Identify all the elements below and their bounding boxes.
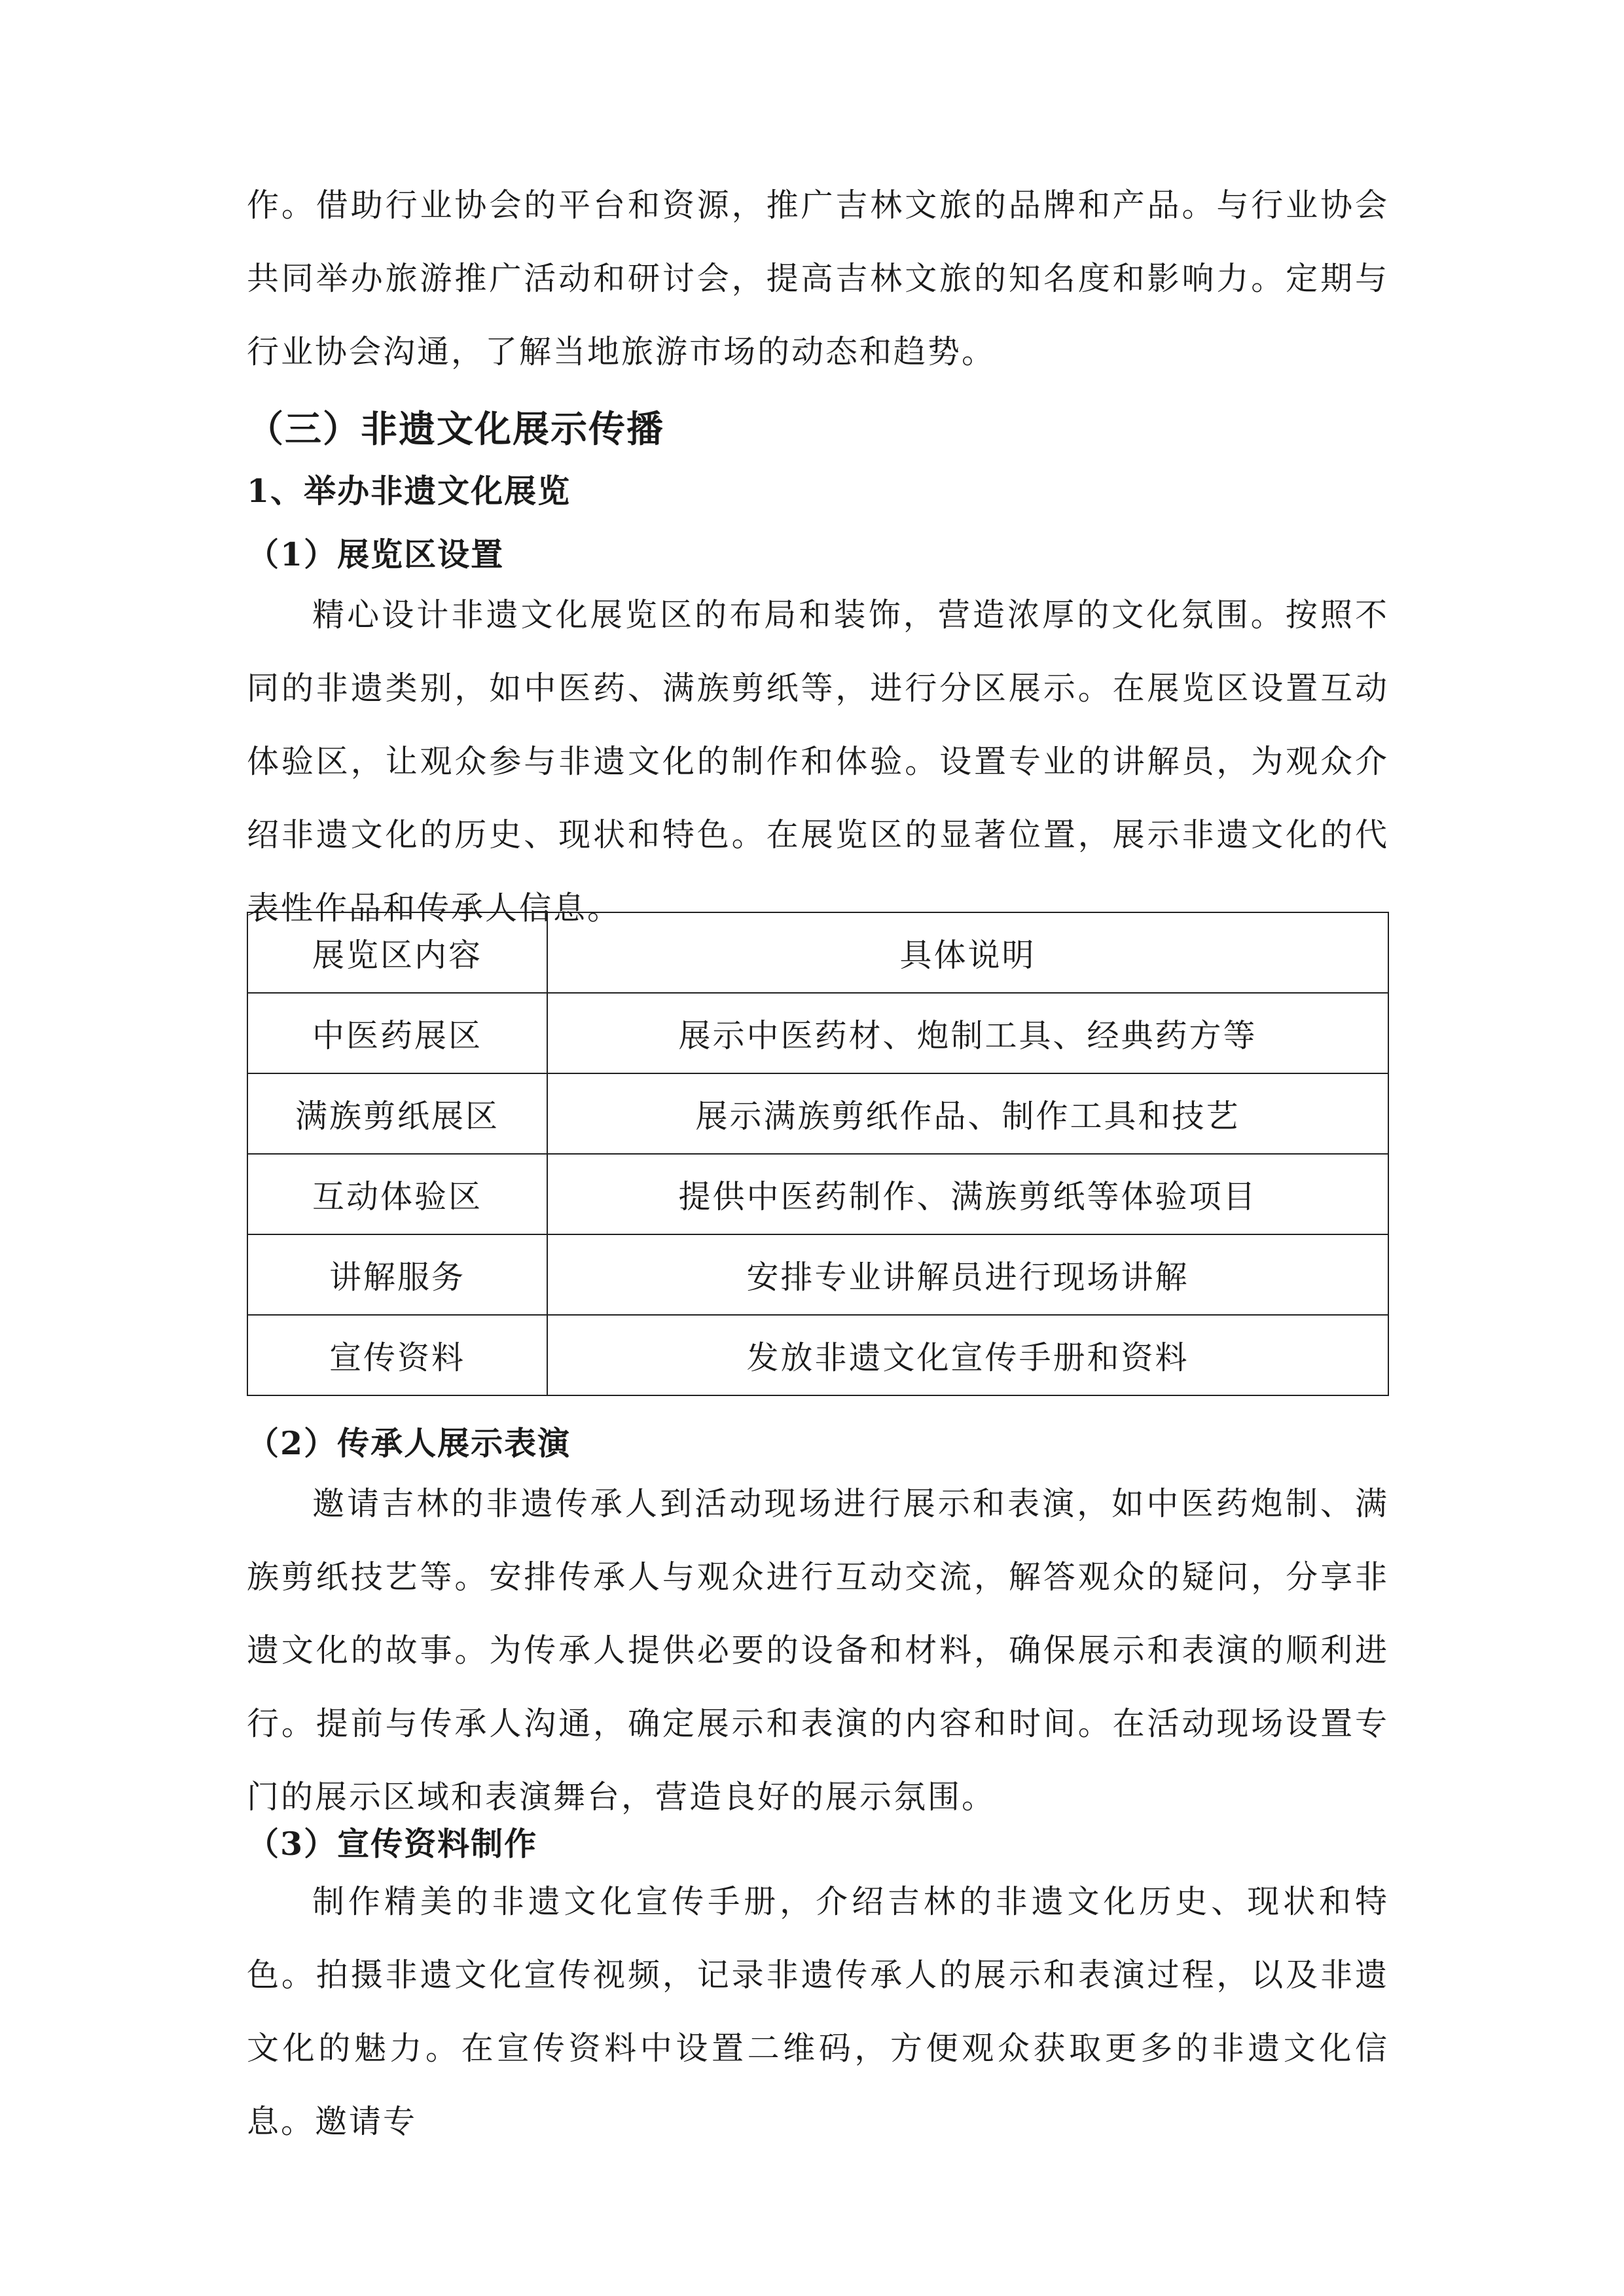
- table-cell: 展示满族剪纸作品、制作工具和技艺: [547, 1073, 1388, 1154]
- paragraph-exhibition-area: 精心设计非遗文化展览区的布局和装饰，营造浓厚的文化氛围。按照不同的非遗类别，如中医药、满族剪纸等，进行分区展示。在展览区设置互动体验区，让观众参与非遗文化的制作和体验。设置专业的讲解员，为观众介绍非遗文化的历史、现状和特色。在展览区的显著位置，展示非遗文化的代表性作品和传承人信息。: [247, 596, 1389, 927]
- table-cell: 提供中医药制作、满族剪纸等体验项目: [547, 1154, 1388, 1234]
- table-header-row: [247, 912, 1388, 993]
- table-row: [247, 1315, 1388, 1395]
- section-title: （三）非遗文化展示传播: [247, 408, 664, 451]
- paragraph-industry-association: 作。借助行业协会的平台和资源，推广吉林文旅的品牌和产品。与行业协会共同举办旅游推广活动和研讨会，提高吉林文旅的知名度和影响力。定期与行业协会沟通，了解当地旅游市场的动态和趋势。: [247, 187, 1389, 370]
- table-cell: 展示中医药材、炮制工具、经典药方等: [547, 993, 1388, 1073]
- table-row: [247, 1234, 1388, 1315]
- item-title-exhibition-area: （1）展览区设置: [247, 535, 505, 573]
- table-header-cell: 具体说明: [547, 912, 1388, 993]
- table-cell: 讲解服务: [247, 1234, 547, 1315]
- table-row: [247, 1073, 1388, 1154]
- paragraph-promo-materials: 制作精美的非遗文化宣传手册，介绍吉林的非遗文化历史、现状和特色。拍摄非遗文化宣传视频，记录非遗传承人的展示和表演过程，以及非遗文化的魅力。在宣传资料中设置二维码，方便观众获取更多的非遗文化信息。邀请专: [247, 1883, 1389, 2140]
- item-title-promo-materials: （3）宣传资料制作: [247, 1825, 538, 1863]
- paragraph-inheritor-performance: 邀请吉林的非遗传承人到活动现场进行展示和表演，如中医药炮制、满族剪纸技艺等。安排传承人与观众进行互动交流，解答观众的疑问，分享非遗文化的故事。为传承人提供必要的设备和材料，确保展示和表演的顺利进行。提前与传承人沟通，确定展示和表演的内容和时间。在活动现场设置专门的展示区域和表演舞台，营造良好的展示氛围。: [247, 1485, 1389, 1816]
- table-cell: 发放非遗文化宣传手册和资料: [547, 1315, 1388, 1395]
- table-header-cell: 展览区内容: [247, 912, 547, 993]
- table-cell: 互动体验区: [247, 1154, 547, 1234]
- table-cell: 安排专业讲解员进行现场讲解: [547, 1234, 1388, 1315]
- table-row: [247, 993, 1388, 1073]
- item-title-inheritor-performance: （2）传承人展示表演: [247, 1424, 571, 1462]
- exhibition-table: [247, 912, 1389, 1396]
- table-cell: 满族剪纸展区: [247, 1073, 547, 1154]
- subsection-title: 1、举办非遗文化展览: [247, 472, 571, 510]
- table-cell: 中医药展区: [247, 993, 547, 1073]
- table-cell: 宣传资料: [247, 1315, 547, 1395]
- table-row: [247, 1154, 1388, 1234]
